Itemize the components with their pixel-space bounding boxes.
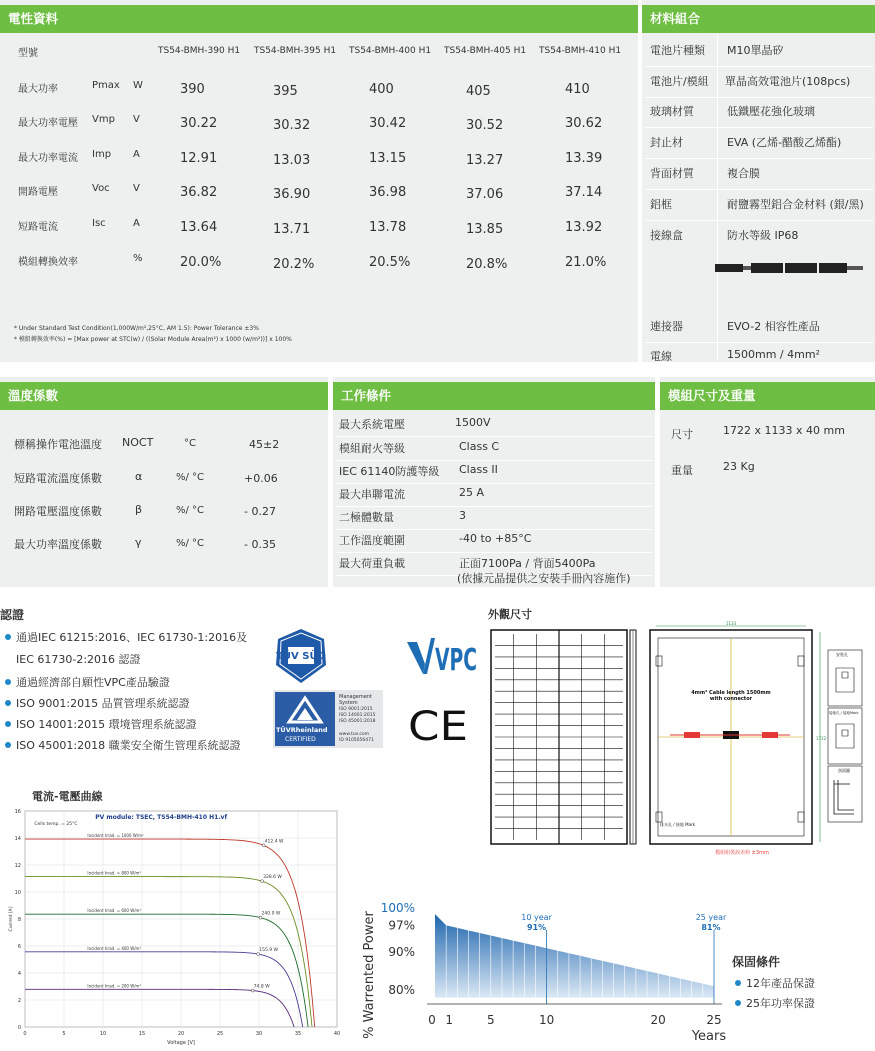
- tuv-line-1: Management: [339, 694, 372, 700]
- material-divider: [645, 342, 873, 343]
- warranty-ytick-label: 97%: [388, 918, 415, 933]
- temperature-symbol: β: [135, 503, 143, 516]
- material-value: 複合膜: [727, 167, 760, 180]
- temperature-value: 45±2: [249, 438, 280, 451]
- materials-header: [642, 5, 875, 33]
- iv-series-label: Incident Irrad. = 1000 W/m²: [87, 833, 144, 839]
- electrical-row-unit: %: [133, 253, 143, 264]
- iv-ytick-label: 12: [14, 863, 21, 869]
- electrical-row-symbol: Vmp: [92, 114, 115, 125]
- temperature-title: 溫度係數: [8, 388, 59, 403]
- material-value: M10單晶矽: [727, 44, 784, 57]
- tuv-sud-text: TÜV SÜD: [276, 651, 326, 662]
- drawing-title: 外觀尺寸: [488, 608, 532, 621]
- electrical-row-label: 模組轉換效率: [18, 257, 78, 268]
- iv-series-label: Incident Irrad. = 600 W/m²: [87, 908, 142, 914]
- electrical-row-value: 20.2%: [273, 257, 315, 272]
- iv-xtick-label: 10: [99, 1031, 107, 1037]
- operating-label: 最大串聯電流: [339, 488, 405, 501]
- cable-note: 4mm² Cable length 1500mm: [691, 690, 771, 696]
- cert-item-2: 通過經濟部自願性VPC產品驗證: [16, 676, 170, 689]
- iv-plot-title: PV module: TSEC, TS54-BMH-410 H1.vf: [95, 814, 228, 821]
- model-col-3: TS54-BMH-400 H1: [349, 46, 432, 56]
- electrical-row-value: 36.90: [273, 187, 311, 202]
- warranty-ytick-label: 100%: [380, 901, 415, 915]
- electrical-row-unit: W: [133, 80, 143, 91]
- warranty-bullet-2: [735, 1000, 741, 1006]
- material-label: 封止材: [650, 136, 683, 149]
- iv-subtitle: Cells temp. = 25°C: [34, 822, 78, 827]
- temperature-header: [0, 382, 328, 410]
- tuv-line-3: ISO 9001:2015: [339, 707, 373, 712]
- material-divider: [645, 66, 873, 67]
- electrical-note-1: * Under Standard Test Condition(1,000W/m²,25°C, AM 1.5): Power Tolerance ±3%: [14, 325, 259, 332]
- electrical-row-value: 20.8%: [466, 257, 508, 272]
- electrical-row-value: 395: [273, 84, 298, 99]
- tuv-line-7: ID 9105056471: [339, 738, 374, 743]
- electrical-row-value: 37.14: [565, 185, 603, 200]
- dimensions-title: 模組尺寸及重量: [668, 388, 756, 403]
- cert-item-3: ISO 9001:2015 品質管理系統認證: [16, 697, 190, 710]
- cert-item-1: 通過IEC 61215:2016、IEC 61730-1:2016及: [16, 631, 248, 644]
- side-dimension: 1722: [816, 736, 827, 741]
- tuv-rheinland-logo: [273, 690, 383, 748]
- cert-item-5: ISO 45001:2018 職業安全衛生管理系統認證: [16, 739, 241, 752]
- operating-load-note: (依據元晶提供之安裝手冊內容施作): [457, 572, 631, 585]
- electrical-row-value: 13.92: [565, 220, 603, 235]
- cert-item-1b: IEC 61730-2:2016 認證: [16, 653, 141, 666]
- section-a-label: 安裝孔: [836, 652, 848, 657]
- material-label: 電線: [650, 350, 672, 363]
- vpc-logo: [405, 636, 480, 678]
- operating-label: 最大系統電壓: [339, 418, 405, 431]
- operating-label: 工作溫度範圍: [339, 534, 405, 547]
- temperature-symbol: α: [135, 470, 143, 483]
- electrical-row-value: 12.91: [180, 151, 218, 166]
- material-divider: [645, 220, 873, 221]
- cert-bullet-4: [5, 721, 11, 727]
- material-value: EVA (乙烯-醋酸乙烯酯): [727, 136, 842, 149]
- warranty-annot-value: 91%: [527, 923, 547, 932]
- electrical-row-value: 13.27: [466, 153, 504, 168]
- temperature-unit: °C: [184, 438, 196, 449]
- warranty-xtick-label: 1: [445, 1013, 453, 1027]
- model-col-1: TS54-BMH-390 H1: [158, 46, 241, 56]
- material-label: 連接器: [650, 320, 683, 333]
- tuv-rheinland-certified: CERTIFIED: [285, 736, 316, 743]
- material-value: 1500mm / 4mm²: [727, 348, 820, 361]
- iv-series-label: Incident Irrad. = 800 W/m²: [87, 870, 142, 876]
- electrical-title: 電性資料: [8, 11, 59, 26]
- iv-series-label: Incident Irrad. = 200 W/m²: [87, 983, 142, 989]
- iv-series-label: Incident Irrad. = 400 W/m²: [87, 945, 142, 951]
- electrical-row-value: 13.39: [565, 151, 603, 166]
- material-divider: [645, 158, 873, 159]
- electrical-row-symbol: Isc: [92, 218, 106, 229]
- ce-text: CE: [408, 704, 468, 750]
- iv-xtick-label: 15: [138, 1031, 146, 1037]
- material-value: 耐鹽霧型鋁合金材料 (銀/黑): [727, 198, 864, 211]
- operating-label: 最大荷重負載: [339, 557, 405, 570]
- warranty-xtick-label: 20: [650, 1013, 666, 1027]
- vpc-text: VPC: [435, 643, 477, 678]
- top-dimension: 1133: [725, 621, 737, 626]
- warranty-xtick-label: 10: [538, 1013, 555, 1027]
- iv-chart-title: 電流-電壓曲線: [32, 790, 103, 803]
- electrical-row-value: 13.85: [466, 222, 504, 237]
- operating-title: 工作條件: [341, 388, 392, 403]
- certification-title: 認證: [0, 608, 25, 622]
- electrical-row-symbol: Voc: [92, 183, 110, 194]
- iv-xtick-label: 5: [62, 1031, 66, 1037]
- warranty-ytick-label: 90%: [388, 945, 415, 959]
- size-label: 尺寸: [671, 428, 693, 441]
- iv-pmax-label: 74.8 W: [253, 984, 270, 990]
- cert-item-4: ISO 14001:2015 環境管理系統認證: [16, 718, 197, 731]
- warranty-bullet-1: [735, 980, 741, 986]
- material-col-divider: [717, 34, 718, 360]
- iv-pmax-label: 240.0 W: [261, 911, 281, 917]
- size-value: 1722 x 1133 x 40 mm: [723, 424, 845, 437]
- electrical-row-value: 20.5%: [369, 255, 411, 270]
- tuv-line-5: ISO 45001:2018: [339, 719, 376, 724]
- cable-note-2: with connector: [709, 696, 753, 702]
- material-divider: [645, 127, 873, 128]
- electrical-row-value: 30.52: [466, 118, 504, 133]
- iv-pmax-label: 155.9 W: [259, 948, 278, 954]
- material-value: 低鐵壓花強化玻璃: [727, 105, 815, 118]
- electrical-row-value: 30.32: [273, 118, 311, 133]
- electrical-row-value: 36.82: [180, 185, 218, 200]
- electrical-row-value: 405: [466, 84, 491, 99]
- material-label: 電池片/模組: [650, 75, 709, 88]
- warranty-xtick-label: 25: [706, 1013, 722, 1027]
- module-dimension-drawing: [480, 620, 875, 860]
- weight-value: 23 Kg: [723, 460, 755, 473]
- electrical-row-label: 開路電壓: [18, 187, 58, 198]
- electrical-row-label: 最大功率電壓: [18, 118, 78, 129]
- electrical-row-value: 20.0%: [180, 255, 222, 270]
- tuv-line-6: www.tuv.com: [339, 732, 370, 737]
- warranty-xtick-label: 0: [428, 1013, 436, 1027]
- warranty-legend-title: 保固條件: [732, 955, 781, 969]
- electrical-row-symbol: Imp: [92, 149, 112, 160]
- iv-ytick-label: 14: [14, 836, 21, 842]
- tuv-line-2: System: [339, 700, 358, 706]
- material-label: 鋁框: [650, 198, 672, 211]
- cert-bullet-2: [5, 679, 11, 685]
- iv-ylabel: Current [A]: [9, 906, 14, 932]
- warranty-ytick-label: 80%: [388, 983, 415, 997]
- material-divider: [645, 189, 873, 190]
- material-label: 接線盒: [650, 229, 683, 242]
- temperature-value: +0.06: [244, 472, 278, 485]
- weight-label: 重量: [671, 464, 693, 477]
- electrical-row-symbol: Pmax: [92, 80, 120, 91]
- dimensions-header: [660, 382, 875, 410]
- iv-ytick-label: 8: [17, 917, 21, 923]
- iv-ytick-label: 6: [17, 944, 21, 950]
- electrical-row-value: 13.64: [180, 220, 218, 235]
- temperature-value: - 0.35: [244, 538, 276, 551]
- electrical-row-value: 30.62: [565, 116, 603, 131]
- electrical-row-value: 30.42: [369, 116, 407, 131]
- cert-bullet-3: [5, 700, 11, 706]
- iv-xtick-label: 40: [333, 1031, 341, 1037]
- ce-logo: [408, 702, 470, 750]
- cable-connector-illustration: [715, 260, 865, 276]
- tuv-line-4: ISO 14001:2015: [339, 713, 376, 718]
- electrical-row-unit: V: [133, 114, 140, 125]
- iv-xtick-label: 25: [216, 1031, 224, 1037]
- electrical-row-value: 37.06: [466, 187, 504, 202]
- iv-ytick-label: 2: [17, 998, 21, 1004]
- operating-value: 25 A: [459, 486, 485, 499]
- operating-value: Class C: [459, 440, 500, 453]
- operating-divider: [336, 460, 652, 461]
- operating-divider: [336, 529, 652, 530]
- iv-ytick-label: 10: [14, 890, 21, 896]
- warranty-legend-1: 12年產品保證: [746, 977, 815, 990]
- electrical-row-unit: V: [133, 183, 140, 194]
- material-divider: [645, 97, 873, 98]
- tuv-rheinland-triangle-icon: [287, 696, 323, 724]
- iv-xtick-label: 20: [177, 1031, 185, 1037]
- electrical-note-2: * 模組轉換效率(%) = [Max power at STC(w) / ((Solar Module Area(m²) x 1000 (w/m²))] x 100%: [14, 336, 292, 343]
- iv-xtick-label: 35: [294, 1031, 302, 1037]
- material-label: 電池片種類: [650, 44, 705, 57]
- model-label: 型號: [18, 48, 38, 59]
- electrical-row-value: 13.78: [369, 220, 407, 235]
- iv-xtick-label: 0: [23, 1031, 27, 1037]
- electrical-row-value: 400: [369, 82, 394, 97]
- tuv-sud-logo: [272, 627, 330, 685]
- electrical-header: [0, 5, 638, 33]
- warranty-chart: [355, 880, 875, 1048]
- material-value: 防水等級 IP68: [727, 229, 799, 242]
- electrical-row-label: 短路電流: [18, 222, 58, 233]
- operating-label: 二極體數量: [339, 511, 394, 524]
- temperature-unit: %/ °C: [176, 505, 205, 516]
- temperature-label: 短路電流溫度係數: [14, 472, 102, 485]
- iv-xtick-label: 30: [255, 1031, 263, 1037]
- iv-ytick-label: 4: [17, 971, 21, 977]
- operating-value: Class II: [459, 463, 498, 476]
- material-value: EVO-2 相容性產品: [727, 320, 820, 333]
- operating-divider: [336, 436, 652, 437]
- electrical-row-value: 21.0%: [565, 255, 607, 270]
- electrical-row-unit: A: [133, 149, 140, 160]
- cert-bullet-1: [5, 634, 11, 640]
- operating-label: 模組耐火等級: [339, 442, 405, 455]
- operating-header: [333, 382, 655, 410]
- temperature-label: 最大功率溫度係數: [14, 538, 102, 551]
- temperature-label: 開路電壓溫度係數: [14, 505, 102, 518]
- section-c-label: 剖面圖: [838, 768, 850, 773]
- electrical-row-value: 390: [180, 82, 205, 97]
- cert-bullet-5: [5, 742, 11, 748]
- iv-pmax-label: 328.6 W: [263, 875, 282, 881]
- section-b-label: 接地孔 / 接地Mark: [829, 711, 859, 715]
- warranty-legend-2: 25年功率保證: [746, 997, 815, 1010]
- material-value: 單晶高效電池片(108pcs): [725, 75, 851, 88]
- electrical-row-value: 13.15: [369, 151, 407, 166]
- electrical-row-value: 30.22: [180, 116, 218, 131]
- warranty-xlabel: Years: [691, 1029, 727, 1044]
- operating-value: 1500V: [455, 416, 491, 429]
- material-label: 背面材質: [650, 167, 694, 180]
- electrical-row-value: 13.71: [273, 222, 311, 237]
- tuv-rheinland-name: TÜVRheinland: [276, 726, 328, 734]
- temperature-symbol: NOCT: [122, 436, 154, 449]
- drain-note: 排水孔 / 接地 Mark: [660, 822, 696, 827]
- electrical-row-unit: A: [133, 218, 140, 229]
- warranty-area: [435, 914, 714, 998]
- warranty-annot-value: 81%: [701, 923, 721, 932]
- temperature-value: - 0.27: [244, 505, 276, 518]
- operating-value: 正面7100Pa / 背面5400Pa: [459, 557, 596, 570]
- operating-value: 3: [459, 509, 466, 522]
- electrical-row-value: 410: [565, 82, 590, 97]
- temperature-unit: %/ °C: [176, 538, 205, 549]
- iv-chart: [5, 805, 345, 1047]
- electrical-row-value: 36.98: [369, 185, 407, 200]
- frame-tolerance: 模組組裝誤差約 ±3mm: [715, 850, 769, 856]
- electrical-row-label: 最大功率電流: [18, 153, 78, 164]
- temperature-label: 標稱操作電池溫度: [14, 438, 102, 451]
- iv-pmax-label: 412.4 W: [264, 839, 284, 845]
- operating-divider: [336, 506, 652, 507]
- warranty-ylabel: % Warrented Power: [362, 911, 377, 1039]
- temperature-symbol: γ: [135, 536, 142, 549]
- model-col-4: TS54-BMH-405 H1: [444, 46, 527, 56]
- warranty-annot-label: 10 year: [521, 913, 552, 922]
- iv-xlabel: Voltage [V]: [167, 1040, 195, 1046]
- operating-label: IEC 61140防護等級: [339, 465, 440, 478]
- operating-divider: [336, 552, 652, 553]
- temperature-unit: %/ °C: [176, 472, 205, 483]
- warranty-annot-label: 25 year: [695, 913, 727, 922]
- warranty-xtick-label: 5: [486, 1013, 495, 1027]
- model-col-2: TS54-BMH-395 H1: [254, 46, 337, 56]
- iv-ytick-label: 16: [14, 809, 21, 815]
- electrical-row-label: 最大功率: [18, 84, 58, 95]
- material-label: 玻璃材質: [650, 105, 694, 118]
- model-col-5: TS54-BMH-410 H1: [539, 46, 622, 56]
- operating-divider: [336, 483, 652, 484]
- electrical-row-value: 13.03: [273, 153, 311, 168]
- iv-ytick-label: 0: [17, 1025, 21, 1031]
- materials-title: 材料組合: [650, 11, 701, 26]
- operating-value: -40 to +85°C: [459, 532, 532, 545]
